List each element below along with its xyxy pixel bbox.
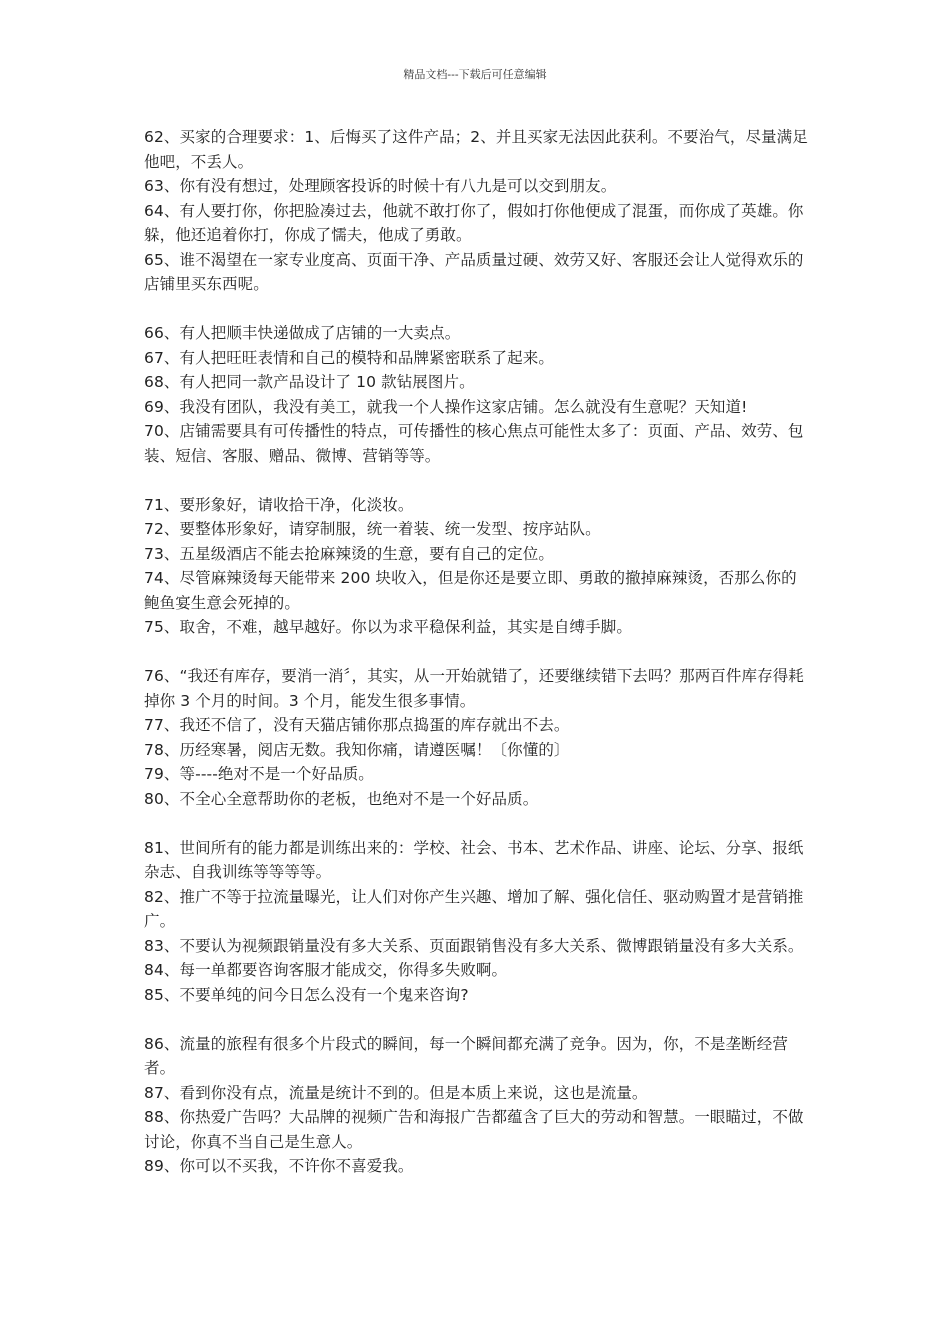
list-item: 72、要整体形象好，请穿制服，统一着装、统一发型、按序站队。 [144,520,601,538]
list-item: 81、世间所有的能力都是训练出来的：学校、社会、书本、艺术作品、讲座、论坛、分享、报纸杂志、自我训练等等等等。 [144,838,804,881]
list-item: 88、你热爱广告吗？大品牌的视频广告和海报广告都蕴含了巨大的劳动和智慧。一眼瞄过，不做讨论，你真不当自己是生意人。 [144,1108,804,1151]
list-item: 71、要形象好，请收拾干净，化淡妆。 [144,495,414,514]
list-item: 74、尽管麻辣烫每天能带来 200 块收入，但是你还是要立即、勇敢的撤掉麻辣烫，否那么你的鲍鱼宴生意会死掉的。 [144,569,797,612]
list-item: 84、每一单都要咨询客服才能成交，你得多失败啊。 [144,961,508,979]
list-item: 73、五星级酒店不能去抢麻辣烫的生意，要有自己的定位。 [144,544,554,563]
list-item: 78、历经寒暑，阅店无数。我知你痛，请遵医嘱！〔你懂的〕 [144,740,570,759]
paragraph-group [144,125,812,297]
paragraph-group [144,836,812,1008]
list-item: 79、等----绝对不是一个好品质。 [144,765,374,783]
list-item: 64、有人要打你，你把脸凑过去，他就不敢打你了，假如打你他便成了混蛋，而你成了英雄。你躲，他还追着你打，你成了懦夫，他成了勇敢。 [144,201,804,244]
list-item: 89、你可以不买我，不许你不喜爱我。 [144,1157,414,1175]
paragraph-group [144,664,812,811]
list-item: 68、有人把同一款产品设计了 10 款钻展图片。 [144,373,475,391]
list-item: 69、我没有团队，我没有美工，就我一个人操作这家店铺。怎么就没有生意呢？天知道! [144,397,748,416]
list-item: 63、你有没有想过，处理顾客投诉的时候十有八九是可以交到朋友。 [144,177,617,195]
paragraph-group [144,493,812,640]
list-item: 77、我还不信了，没有天猫店铺你那点捣蛋的库存就出不去。 [144,716,570,734]
paragraph-group [144,321,812,468]
list-item: 67、有人把旺旺表情和自己的模特和品牌紧密联系了起来。 [144,348,554,367]
document-body [144,125,812,1179]
list-item: 65、谁不渴望在一家专业度高、页面干净、产品质量过硬、效劳又好、客服还会让人觉得欢乐的店铺里买东西呢。 [144,250,804,293]
list-item: 82、推广不等于拉流量曝光，让人们对你产生兴趣、增加了解、强化信任、驱动购置才是营销推广。 [144,887,804,930]
list-item: 76、“我还有库存，要消一消〞，其实，从一开始就错了，还要继续错下去吗？那两百件库存得耗掉你 3 个月的时间。3 个月，能发生很多事情。 [144,667,804,710]
list-item: 62、买家的合理要求：1、后悔买了这件产品；2、并且买家无法因此获利。不要治气，尽量满足他吧，不丢人。 [144,128,808,171]
list-item: 86、流量的旅程有很多个片段式的瞬间，每一个瞬间都充满了竞争。因为，你，不是垄断经营者。 [144,1034,788,1077]
list-item: 70、店铺需要具有可传播性的特点，可传播性的核心焦点可能性太多了：页面、产品、效劳、包装、短信、客服、赠品、微博、营销等等。 [144,422,804,465]
list-item: 85、不要单纯的问今日怎么没有一个鬼来咨询? [144,985,469,1004]
page-header: 精品文档---下载后可任意编辑 [403,68,547,81]
list-item: 80、不全心全意帮助你的老板，也绝对不是一个好品质。 [144,789,539,808]
list-item: 83、不要认为视频跟销量没有多大关系、页面跟销售没有多大关系、微博跟销量没有多大关系。 [144,936,804,955]
paragraph-group [144,1032,812,1179]
list-item: 87、看到你没有点，流量是统计不到的。但是本质上来说，这也是流量。 [144,1083,648,1102]
list-item: 75、取舍，不难，越早越好。你以为求平稳保利益，其实是自缚手脚。 [144,618,632,636]
list-item: 66、有人把顺丰快递做成了店铺的一大卖点。 [144,324,461,342]
